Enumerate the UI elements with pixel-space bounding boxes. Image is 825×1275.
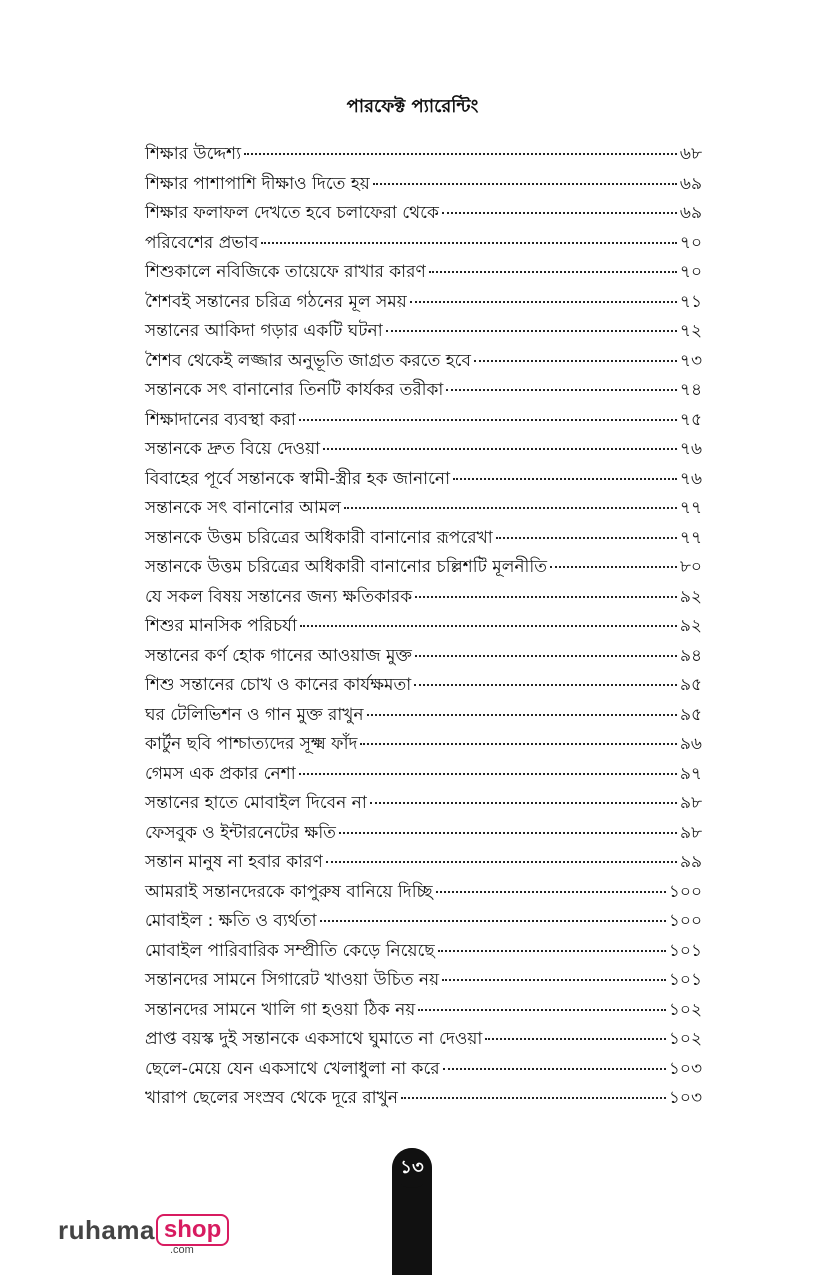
toc-entry-page: ৯৮ xyxy=(679,793,702,813)
toc-entry-title: গেমস এক প্রকার নেশা xyxy=(145,763,296,784)
toc-entry-title: আমরাই সন্তানদেরকে কাপুরুষ বানিয়ে দিচ্ছি xyxy=(145,881,433,902)
toc-leader-dots xyxy=(496,536,677,539)
toc-entry-page: ৯৬ xyxy=(679,734,702,754)
toc-entry xyxy=(145,701,702,731)
toc-entry-page: ৯৮ xyxy=(679,822,702,843)
toc-entry-title: শিক্ষার পাশাপাশি দীক্ষাও দিতে হয় xyxy=(145,173,370,194)
toc-entry xyxy=(145,642,702,672)
toc-entry-page: ৯৯ xyxy=(679,852,702,872)
toc-entry-title: ঘর টেলিভিশন ও গান মুক্ত রাখুন xyxy=(145,704,364,725)
toc-entry-page: ৭৬ xyxy=(679,468,702,489)
toc-leader-dots xyxy=(339,831,677,834)
toc-entry xyxy=(145,406,702,436)
toc-entry-page: ৭৩ xyxy=(679,350,702,371)
toc-entry-title: খারাপ ছেলের সংস্রব থেকে দূরে রাখুন xyxy=(145,1088,398,1108)
toc-leader-dots xyxy=(410,300,677,303)
toc-entry-title: সন্তানকে উত্তম চরিত্রের অধিকারী বানানোর চল্লিশটি মূলনীতি xyxy=(145,557,548,577)
toc-entry-title: শিশুর মানসিক পরিচর্যা xyxy=(145,616,297,636)
toc-entry-page: ৭২ xyxy=(679,321,702,341)
toc-entry xyxy=(145,494,702,524)
toc-leader-dots xyxy=(244,152,677,155)
table-of-contents xyxy=(145,140,702,1114)
toc-leader-dots xyxy=(438,949,666,952)
toc-leader-dots xyxy=(261,241,676,244)
toc-entry xyxy=(145,1055,702,1085)
toc-entry-title: শৈশব থেকেই লজ্জার অনুভূতি জাগ্রত করতে হবে xyxy=(145,350,471,371)
toc-entry xyxy=(145,583,702,613)
toc-entry-title: শিক্ষার উদ্দেশ্য xyxy=(145,144,242,164)
running-header: পারফেক্ট প্যারেন্টিং xyxy=(346,96,479,117)
toc-entry xyxy=(145,819,702,849)
toc-entry xyxy=(145,1084,702,1114)
toc-entry-page: ১০০ xyxy=(668,911,702,931)
toc-entry-title: শিক্ষাদানের ব্যবস্থা করা xyxy=(145,409,296,430)
toc-entry xyxy=(145,347,702,377)
toc-entry-title: শৈশবই সন্তানের চরিত্র গঠনের মূল সময় xyxy=(145,291,407,312)
toc-entry-page: ৬৯ xyxy=(679,203,702,223)
toc-entry-title: সন্তানকে সৎ বানানোর তিনটি কার্যকর তরীকা xyxy=(145,380,444,400)
toc-leader-dots xyxy=(401,1096,666,1099)
toc-entry-title: ফেসবুক ও ইন্টারনেটের ক্ষতি xyxy=(145,822,336,843)
toc-leader-dots xyxy=(299,418,677,421)
toc-entry-title: শিশু সন্তানের চোখ ও কানের কার্যক্ষমতা xyxy=(145,675,412,695)
toc-entry-title: সন্তানকে সৎ বানানোর আমল xyxy=(145,498,341,518)
toc-entry-page: ৭৬ xyxy=(679,439,702,459)
toc-entry-title: যে সকল বিষয় সন্তানের জন্য ক্ষতিকারক xyxy=(145,586,413,607)
toc-leader-dots xyxy=(485,1037,666,1040)
toc-leader-dots xyxy=(326,860,677,863)
page-number: ১৩ xyxy=(392,1148,432,1188)
toc-entry-title: সন্তানের কর্ণ হোক গানের আওয়াজ মুক্ত xyxy=(145,645,412,666)
toc-leader-dots xyxy=(320,919,666,922)
toc-entry-page: ১০১ xyxy=(668,940,702,961)
toc-leader-dots xyxy=(429,270,677,273)
toc-leader-dots xyxy=(436,890,666,893)
toc-entry-title: শিশুকালে নবিজিকে তায়েফে রাখার কারণ xyxy=(145,262,426,282)
toc-entry xyxy=(145,760,702,790)
toc-entry-title: সন্তানের আকিদা গড়ার একটি ঘটনা xyxy=(145,321,383,341)
toc-leader-dots xyxy=(360,742,676,745)
toc-entry-title: ছেলে-মেয়ে যেন একসাথে খেলাধুলা না করে xyxy=(145,1058,440,1079)
toc-entry-title: সন্তানকে দ্রুত বিয়ে দেওয়া xyxy=(145,439,321,459)
toc-entry-title: শিক্ষার ফলাফল দেখতে হবে চলাফেরা থেকে xyxy=(145,203,439,223)
toc-entry-page: ৯৭ xyxy=(679,763,702,784)
toc-leader-dots xyxy=(442,211,677,214)
toc-leader-dots xyxy=(453,477,677,480)
toc-leader-dots xyxy=(414,683,677,686)
toc-entry-page: ৭০ xyxy=(679,262,702,282)
toc-entry xyxy=(145,170,702,200)
toc-entry xyxy=(145,524,702,554)
toc-entry xyxy=(145,730,702,760)
toc-entry-page: ৭৫ xyxy=(679,409,702,430)
toc-leader-dots xyxy=(443,1067,666,1070)
toc-leader-dots xyxy=(373,182,677,185)
toc-entry-page: ৯৪ xyxy=(679,645,702,666)
toc-entry-title: পরিবেশের প্রভাব xyxy=(145,232,259,253)
toc-leader-dots xyxy=(344,506,677,509)
toc-entry xyxy=(145,317,702,347)
toc-entry-title: সন্তানকে উত্তম চরিত্রের অধিকারী বানানোর রূপরেখা xyxy=(145,527,493,548)
logo-ruhama-text: ruhama xyxy=(58,1215,155,1245)
toc-entry-page: ৯২ xyxy=(679,586,702,607)
toc-entry-title: কার্টুন ছবি পাশ্চাত্যদের সূক্ষ্ম ফাঁদ xyxy=(145,734,358,754)
toc-leader-dots xyxy=(442,978,666,981)
toc-entry-page: ৬৮ xyxy=(679,144,702,164)
toc-leader-dots xyxy=(446,388,677,391)
toc-entry xyxy=(145,937,702,967)
toc-entry xyxy=(145,465,702,495)
toc-leader-dots xyxy=(370,801,677,804)
toc-entry xyxy=(145,671,702,701)
toc-entry-page: ৭৭ xyxy=(679,498,702,518)
toc-entry-page: ৯২ xyxy=(679,616,702,636)
toc-entry xyxy=(145,229,702,259)
logo-domain-text: .com xyxy=(170,1244,194,1256)
toc-leader-dots xyxy=(300,624,677,627)
toc-entry-title: মোবাইল পারিবারিক সম্প্রীতি কেড়ে নিয়েছে xyxy=(145,940,435,961)
toc-entry-page: ১০৩ xyxy=(668,1058,702,1079)
toc-entry xyxy=(145,553,702,583)
toc-entry xyxy=(145,1025,702,1055)
toc-entry xyxy=(145,612,702,642)
toc-entry xyxy=(145,288,702,318)
toc-leader-dots xyxy=(550,565,677,568)
toc-leader-dots xyxy=(367,713,677,716)
toc-leader-dots xyxy=(323,447,677,450)
toc-entry-page: ১০০ xyxy=(668,881,702,902)
toc-entry-title: বিবাহের পূর্বে সন্তানকে স্বামী-স্ত্রীর হক জানানো xyxy=(145,468,450,489)
toc-leader-dots xyxy=(418,1008,666,1011)
toc-entry-page: ৭০ xyxy=(679,232,702,253)
toc-entry-title: প্রাপ্ত বয়স্ক দুই সন্তানকে একসাথে ঘুমাতে না দেওয়া xyxy=(145,1029,483,1049)
toc-entry-page: ১০৩ xyxy=(668,1088,702,1108)
toc-entry xyxy=(145,848,702,878)
toc-leader-dots xyxy=(415,654,677,657)
toc-entry xyxy=(145,789,702,819)
toc-entry-page: ৯৫ xyxy=(679,704,702,725)
toc-entry xyxy=(145,140,702,170)
toc-leader-dots xyxy=(386,329,677,332)
toc-entry xyxy=(145,199,702,229)
toc-entry-page: ১০১ xyxy=(668,970,702,990)
toc-entry xyxy=(145,376,702,406)
toc-entry xyxy=(145,435,702,465)
toc-entry-page: ৬৯ xyxy=(679,173,702,194)
toc-entry xyxy=(145,258,702,288)
toc-entry xyxy=(145,878,702,908)
toc-entry-title: সন্তানদের সামনে খালি গা হওয়া ঠিক নয় xyxy=(145,999,416,1020)
toc-entry-title: মোবাইল : ক্ষতি ও ব্যর্থতা xyxy=(145,911,317,931)
toc-entry-page: ১০২ xyxy=(668,1029,702,1049)
toc-entry xyxy=(145,996,702,1026)
toc-entry-page: ৭১ xyxy=(679,291,702,312)
toc-leader-dots xyxy=(474,359,677,362)
toc-leader-dots xyxy=(415,595,677,598)
toc-entry-title: সন্তানদের সামনে সিগারেট খাওয়া উচিত নয় xyxy=(145,970,440,990)
toc-entry-page: ১০২ xyxy=(668,999,702,1020)
toc-entry xyxy=(145,907,702,937)
logo-shop-badge: shop xyxy=(156,1214,229,1246)
toc-entry-page: ৯৫ xyxy=(679,675,702,695)
toc-entry-page: ৮০ xyxy=(679,557,702,577)
toc-entry xyxy=(145,966,702,996)
toc-entry-title: সন্তানের হাতে মোবাইল দিবেন না xyxy=(145,793,367,813)
toc-leader-dots xyxy=(299,772,677,775)
toc-entry-title: সন্তান মানুষ না হবার কারণ xyxy=(145,852,323,872)
toc-entry-page: ৭৭ xyxy=(679,527,702,548)
ruhamashop-logo xyxy=(58,1215,229,1259)
toc-entry-page: ৭৪ xyxy=(679,380,702,400)
